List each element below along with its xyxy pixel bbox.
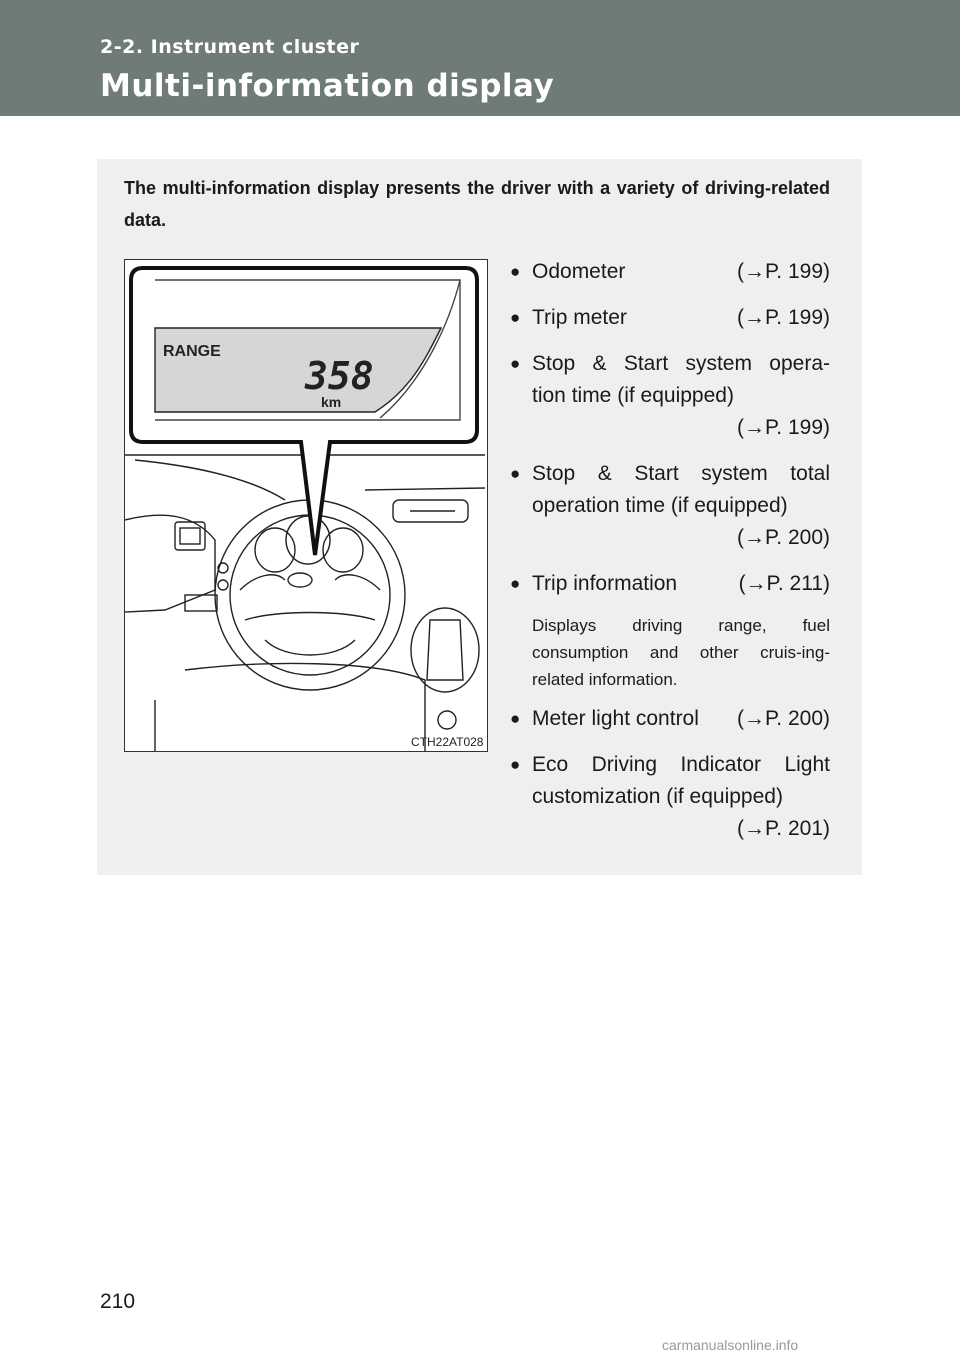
- page-number: 210: [100, 1290, 136, 1313]
- page-reference: (→P. 199): [737, 260, 830, 283]
- page-reference: (→P. 199): [737, 416, 830, 439]
- list-item-trip-meter: ● Trip meter (→P. 199): [510, 302, 830, 334]
- instrument-illustration: [124, 259, 488, 752]
- range-label: RANGE: [163, 343, 221, 360]
- dashboard-drawing: [125, 260, 487, 751]
- list-item-stop-start-time: ● Stop & Start system opera- tion time (if equipped) (→P. 199): [510, 348, 830, 444]
- list-item-trip-information: ● Trip information (→P. 211) Displays driving range, fuel consumption and other cruis-ing-related information.: [510, 568, 830, 693]
- trip-information-note: Displays driving range, fuel consumption and other cruis-ing-related information.: [532, 616, 830, 689]
- list-item-odometer: ● Odometer (→P. 199): [510, 256, 830, 288]
- bullet-icon: ●: [510, 464, 521, 483]
- watermark: carmanualsonline.info: [662, 1337, 799, 1353]
- bullet-icon: ●: [510, 574, 521, 593]
- feature-list: [510, 256, 830, 845]
- chapter-header: [0, 0, 960, 116]
- intro-text: The multi-information display presents the driver with a variety of driving-related data.: [124, 178, 830, 230]
- page-reference: (→P. 200): [737, 526, 830, 549]
- bullet-icon: ●: [510, 755, 521, 774]
- range-value: 358: [305, 354, 374, 398]
- bullet-icon: ●: [510, 709, 521, 728]
- page-reference: (→P. 200): [737, 707, 830, 730]
- list-item-eco-indicator: ● Eco Driving Indicator Light customization (if equipped) (→P. 201): [510, 749, 830, 845]
- section-label: 2-2. Instrument cluster: [100, 36, 360, 58]
- page-reference: (→P. 199): [737, 306, 830, 329]
- bullet-icon: ●: [510, 262, 521, 281]
- page-reference: (→P. 211): [738, 572, 830, 595]
- page-title: Multi-information display: [100, 68, 555, 104]
- bullet-icon: ●: [510, 354, 521, 373]
- bullet-icon: ●: [510, 308, 521, 327]
- figure-code: CTH22AT028: [411, 735, 484, 749]
- list-item-stop-start-total: ● Stop & Start system total operation time (if equipped) (→P. 200): [510, 458, 830, 554]
- list-item-meter-light: ● Meter light control (→P. 200): [510, 703, 830, 735]
- range-unit: km: [321, 394, 342, 410]
- page-reference: (→P. 201): [737, 817, 830, 840]
